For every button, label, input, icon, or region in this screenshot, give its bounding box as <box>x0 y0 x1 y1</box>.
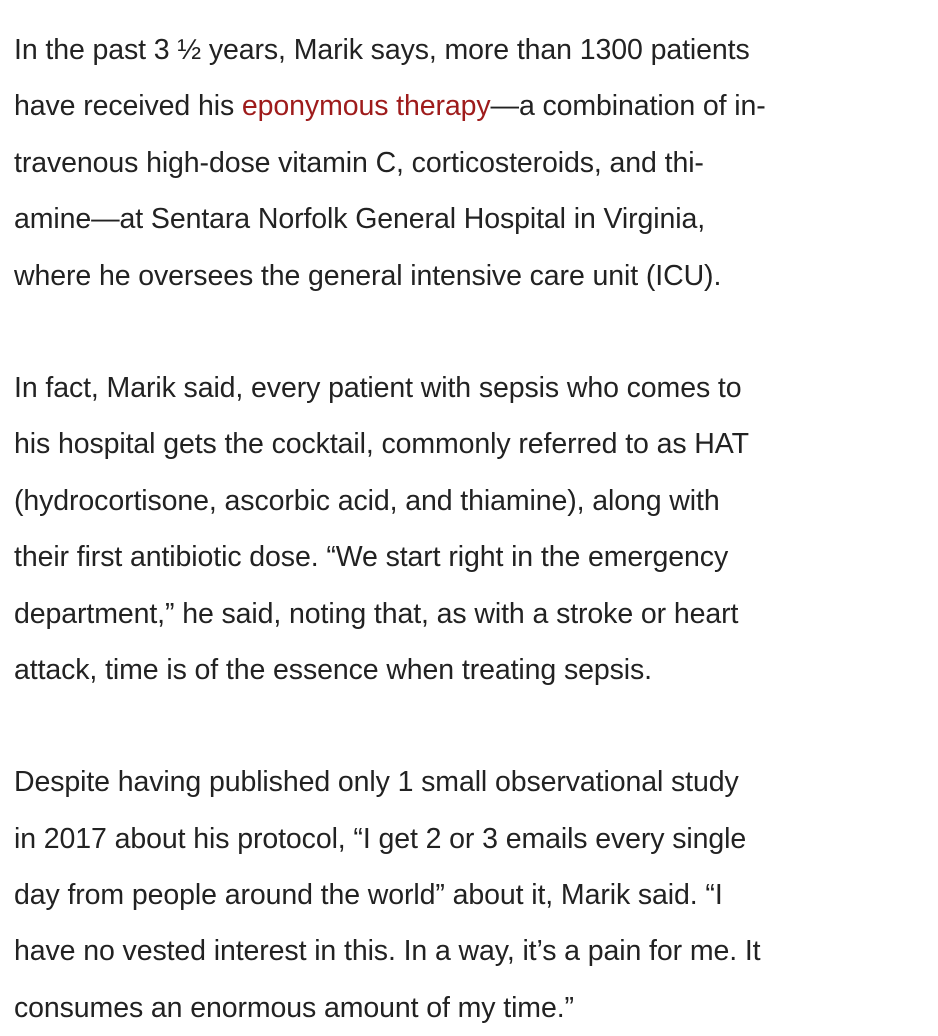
text-line: travenous high-dose vitamin C, corticosteroids, and thi- <box>14 146 704 179</box>
eponymous-therapy-link[interactable]: eponymous therapy <box>241 90 491 123</box>
text-line: where he oversees the general intensive care unit (ICU). <box>14 259 722 292</box>
text-run: have received his <box>14 90 242 123</box>
text-line: In the past 3 ½ years, Marik says, more than 1300 patients <box>14 34 750 66</box>
text-line: In fact, Marik said, every patient with sepsis who comes to <box>14 371 742 404</box>
text-line: attack, time is of the essence when treating sepsis. <box>14 653 652 686</box>
text-run: —a combination of in- <box>490 90 766 123</box>
text-line <box>14 78 938 134</box>
text-line: Despite having published only 1 small observational study <box>14 766 739 799</box>
text-line: consumes an enormous amount of my time.” <box>14 991 574 1024</box>
text-line: amine—at Sentara Norfolk General Hospital in Virginia, <box>14 203 706 236</box>
text-line: department,” he said, noting that, as with a stroke or heart <box>14 597 739 630</box>
paragraph-2 <box>14 360 938 698</box>
text-line: in 2017 about his protocol, “I get 2 or 3 emails every single <box>14 822 747 855</box>
text-line: (hydrocortisone, ascorbic acid, and thiamine), along with <box>14 484 720 517</box>
paragraph-3 <box>14 754 938 1036</box>
text-line: have no vested interest in this. In a way, it’s a pain for me. It <box>14 935 761 968</box>
text-line: day from people around the world” about it, Marik said. “I <box>14 879 723 912</box>
text-line: his hospital gets the cocktail, commonly referred to as HAT <box>14 428 749 461</box>
text-line: their first antibiotic dose. “We start right in the emergency <box>14 541 729 574</box>
paragraph-1 <box>14 22 938 304</box>
